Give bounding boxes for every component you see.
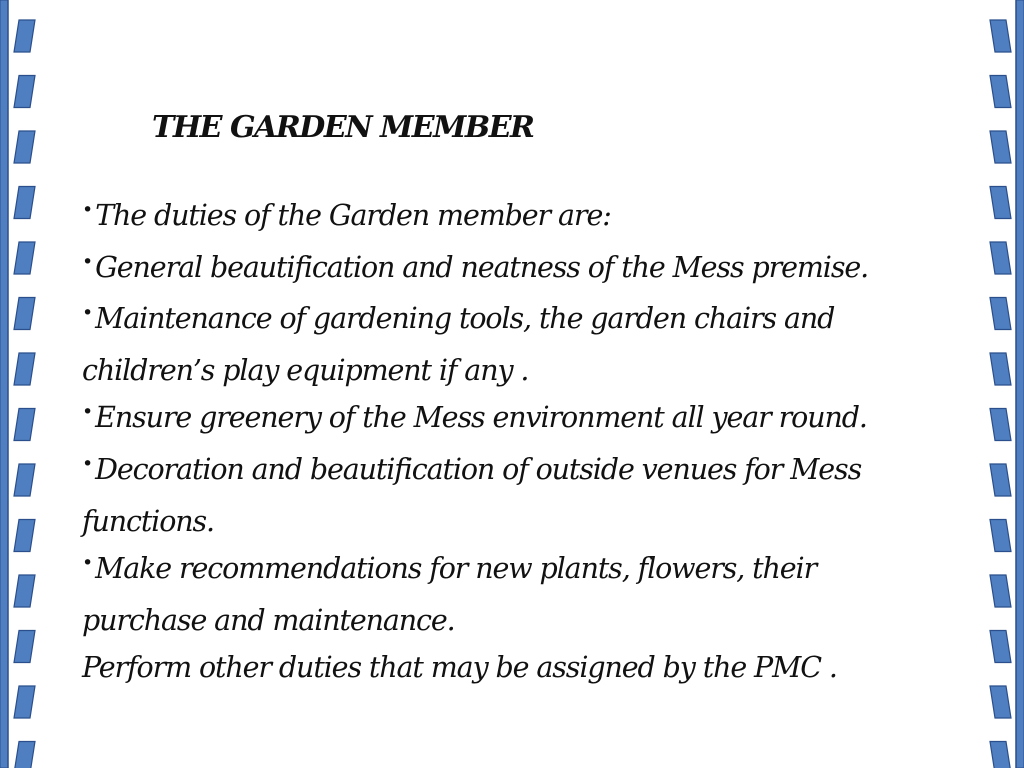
list-item xyxy=(82,295,922,394)
list-item-text-continued: functions. xyxy=(82,504,214,538)
list-item xyxy=(82,244,922,296)
film-band xyxy=(0,0,8,768)
list-item xyxy=(82,192,922,244)
list-item-text: General beautification and neatness of the Mess premise. xyxy=(95,250,869,284)
list-item xyxy=(82,446,922,545)
list-item-text-continued: children’s play equipment if any . xyxy=(82,353,529,387)
left-film-strip xyxy=(0,0,38,768)
list-item-text: Make recommendations for new plants, flowers, their xyxy=(95,552,817,586)
bullet-marker: • xyxy=(82,302,93,325)
right-film-strip xyxy=(986,0,1024,768)
film-band xyxy=(1016,0,1024,768)
list-item-text: The duties of the Garden member are: xyxy=(95,199,611,232)
list-item-text: Ensure greenery of the Mess environment all year round. xyxy=(95,401,867,435)
list-item-text: Decoration and beautification of outside venues for Mess xyxy=(95,452,862,486)
list-item-plain xyxy=(82,644,922,692)
bullet-marker: • xyxy=(82,452,93,475)
duties-list xyxy=(82,192,922,692)
bullet-marker: • xyxy=(82,250,93,273)
bullet-marker: • xyxy=(82,552,93,575)
list-item-text-continued: purchase and maintenance. xyxy=(82,603,455,637)
list-item-text: Maintenance of gardening tools, the garden chairs and xyxy=(95,302,835,336)
bullet-marker: • xyxy=(82,199,93,221)
list-item xyxy=(82,394,922,446)
list-item-text: Perform other duties that may be assigned by the PMC . xyxy=(82,651,837,685)
bullet-marker: • xyxy=(82,401,93,424)
slide-title: THE GARDEN MEMBER xyxy=(152,110,534,145)
list-item xyxy=(82,545,922,644)
